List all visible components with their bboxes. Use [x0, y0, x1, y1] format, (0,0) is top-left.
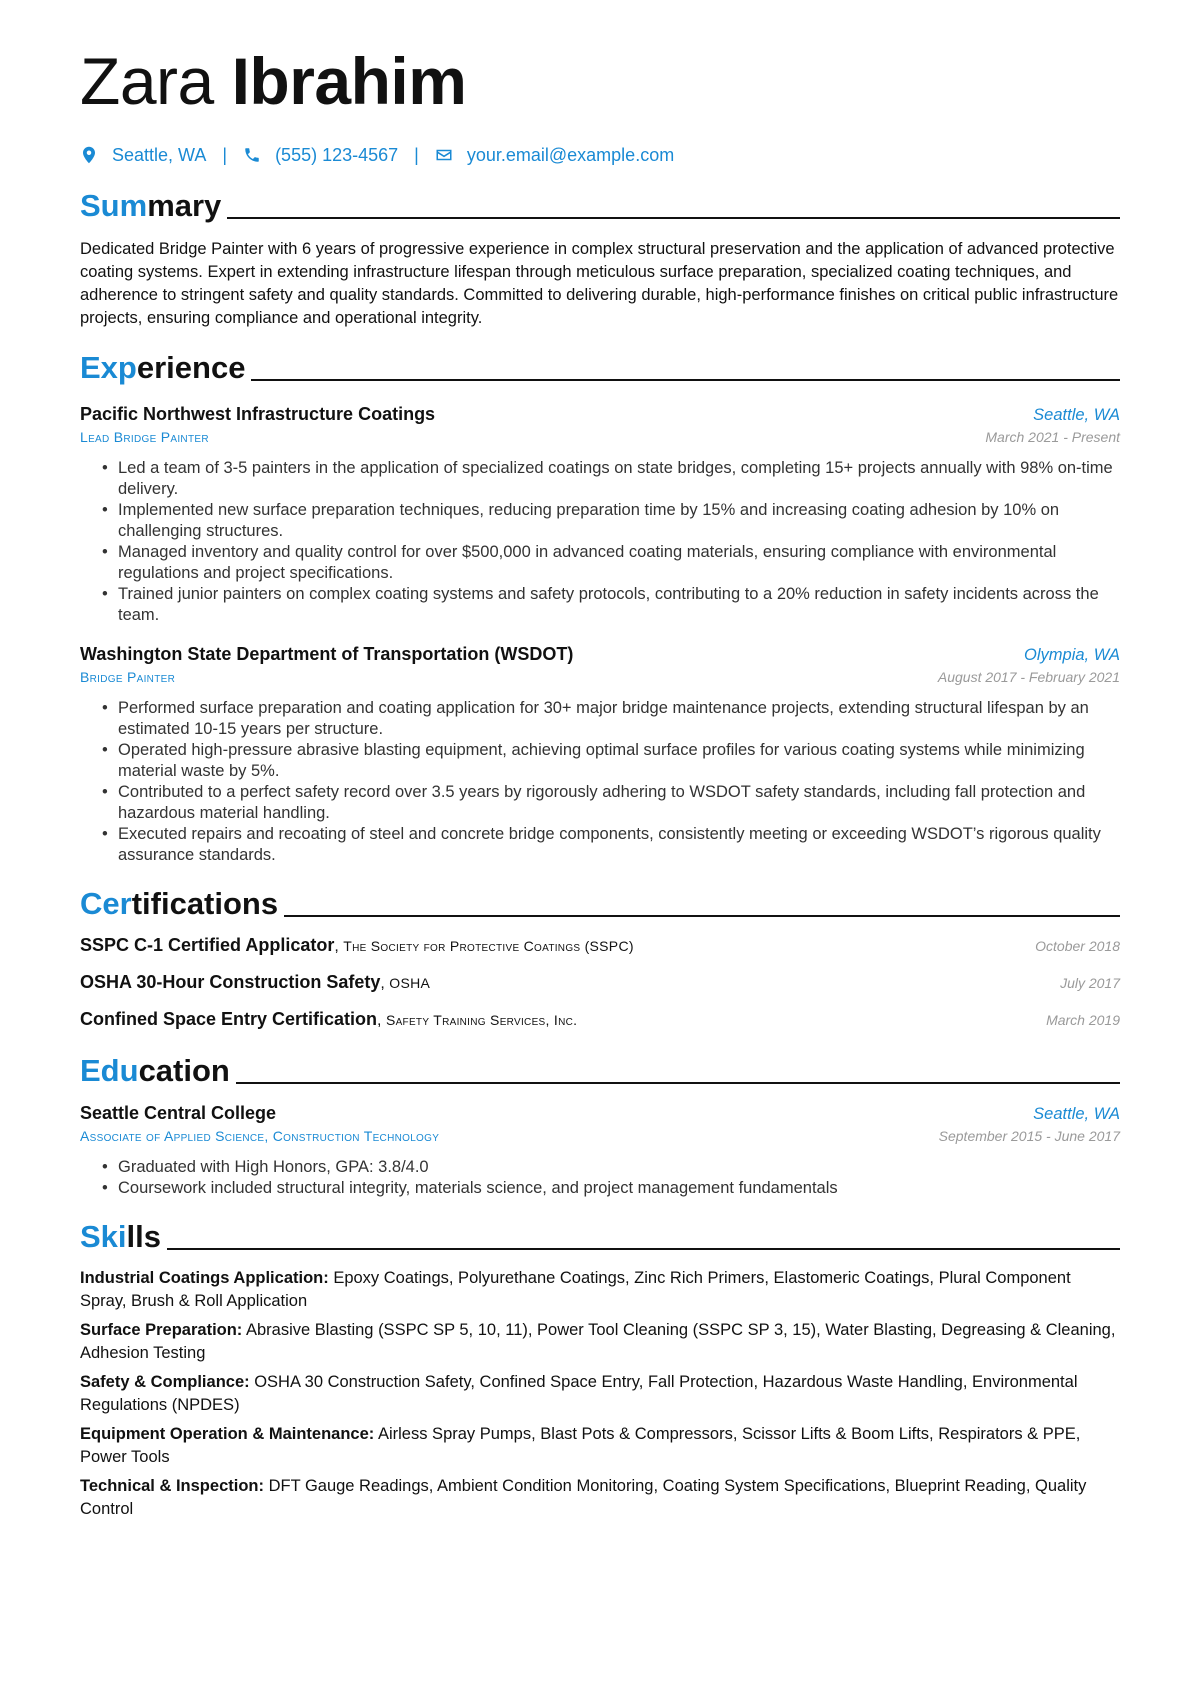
- list-item: • Operated high-pressure abrasive blasting equipment, achieving optimal surface profiles for various coating systems while minimizing material waste by 5%.: [118, 740, 1120, 782]
- job-bullets: [80, 698, 1120, 866]
- skill-label: Equipment Operation & Maintenance:: [80, 1425, 375, 1443]
- job-location: Seattle, WA: [1033, 406, 1120, 424]
- contact-separator: |: [414, 144, 419, 165]
- section-rule: [227, 217, 1120, 219]
- map-pin-icon: [80, 146, 98, 164]
- experience-heading: Experience: [80, 350, 1120, 386]
- skill-line: [80, 1371, 1120, 1417]
- education-entry: [80, 1101, 1120, 1199]
- list-item: • Coursework included structural integrity, materials science, and project management fundamentals: [118, 1178, 1120, 1199]
- education-bullets: [80, 1157, 1120, 1199]
- section-rule: [167, 1248, 1120, 1250]
- school-name: Seattle Central College: [80, 1103, 277, 1123]
- job-location: Olympia, WA: [1024, 646, 1120, 664]
- job-dates: August 2017 - February 2021: [937, 669, 1120, 685]
- summary-heading: Summary: [80, 188, 1120, 224]
- cert-org: Safety Training Services, Inc.: [385, 1012, 578, 1028]
- contact-phone[interactable]: [243, 145, 398, 166]
- certifications-heading: Certifications: [80, 886, 1120, 922]
- skill-values: DFT Gauge Readings, Ambient Condition Monitoring, Coating System Specifications, Blueprint Reading, Quality Control: [80, 1477, 1087, 1518]
- list-item: • Performed surface preparation and coating application for 30+ major bridge maintenance projects, extending structural lifespan by an estimated 10-15 years per structure.: [118, 698, 1120, 740]
- skill-values: Epoxy Coatings, Polyurethane Coatings, Zinc Rich Primers, Elastomeric Coatings, Plural Component Spray, Brush & Roll Application: [80, 1269, 1071, 1310]
- skill-label: Surface Preparation:: [80, 1321, 243, 1339]
- cert-date: July 2017: [1060, 975, 1120, 991]
- job-entry: [80, 642, 1120, 866]
- skill-label: Industrial Coatings Application:: [80, 1269, 329, 1287]
- school-location: Seattle, WA: [1033, 1105, 1120, 1123]
- skill-values: Abrasive Blasting (SSPC SP 5, 10, 11), Power Tool Cleaning (SSPC SP 3, 15), Water Blasting, Degreasing & Cleaning, Adhesion Testing: [80, 1321, 1116, 1362]
- envelope-icon: [435, 146, 453, 164]
- job-entry: [80, 402, 1120, 626]
- certification-item: OSHA 30-Hour Construction Safety, OSHA July 2017: [80, 972, 1120, 992]
- job-role: Bridge Painter: [80, 669, 176, 685]
- cert-title: SSPC C-1 Certified Applicator: [80, 935, 335, 955]
- job-dates: March 2021 - Present: [985, 429, 1120, 445]
- list-item: • Managed inventory and quality control for over $500,000 in advanced coating materials, ensuring compliance with environmental regulations and project specifications.: [118, 542, 1120, 584]
- company-name: Washington State Department of Transportation (WSDOT): [80, 644, 574, 664]
- list-item: • Contributed to a perfect safety record over 3.5 years by rigorously adhering to WSDOT safety standards, including fall protection and hazardous material handling.: [118, 782, 1120, 824]
- job-bullets: [80, 458, 1120, 626]
- skill-values: Airless Spray Pumps, Blast Pots & Compressors, Scissor Lifts & Boom Lifts, Respirators & PPE, Power Tools: [80, 1425, 1081, 1466]
- contact-bar: [80, 142, 1120, 168]
- cert-org: OSHA: [389, 975, 431, 991]
- certification-item: Confined Space Entry Certification, Safety Training Services, Inc. March 2019: [80, 1009, 1120, 1029]
- location-text: Seattle, WA: [112, 144, 207, 165]
- skill-line: [80, 1475, 1120, 1521]
- cert-title: OSHA 30-Hour Construction Safety: [80, 972, 381, 992]
- job-role: Lead Bridge Painter: [80, 429, 209, 445]
- certification-item: SSPC C-1 Certified Applicator, The Society for Protective Coatings (SSPC) October 2018: [80, 935, 1120, 955]
- list-item: • Executed repairs and recoating of steel and concrete bridge components, consistently meeting or exceeding WSDOT’s rigorous quality assurance standards.: [118, 824, 1120, 866]
- list-item: • Led a team of 3-5 painters in the application of specialized coatings on state bridges, completing 15+ projects annually with 98% on-time delivery.: [118, 458, 1120, 500]
- candidate-name: [80, 40, 1120, 122]
- contact-separator: |: [222, 144, 228, 165]
- phone-icon: [243, 146, 261, 164]
- cert-date: October 2018: [1035, 938, 1120, 954]
- skill-label: Safety & Compliance:: [80, 1373, 250, 1391]
- cert-title: Confined Space Entry Certification: [80, 1009, 378, 1029]
- degree: Associate of Applied Science, Construction Technology: [80, 1128, 440, 1144]
- summary-text: Dedicated Bridge Painter with 6 years of progressive experience in complex structural preservation and the application of advanced protective coating systems. Expert in extending infrastructure lifespan through meticulous surface preparation, specialized coating techniques, and adherence to stringent safety and quality standards. Committed to delivering durable, high-performance finishes on critical public infrastructure projects, ensuring compliance and operational integrity.: [80, 240, 1119, 327]
- phone-text: (555) 123-4567: [275, 144, 399, 165]
- resume-page: [80, 40, 1120, 1521]
- skill-line: [80, 1267, 1120, 1313]
- skill-line: [80, 1319, 1120, 1365]
- last-name: Ibrahim: [231, 44, 467, 118]
- skill-values: OSHA 30 Construction Safety, Confined Space Entry, Fall Protection, Hazardous Waste Handling, Environmental Regulations (NPDES): [80, 1373, 1078, 1414]
- education-heading: Education: [80, 1053, 1120, 1089]
- email-text: your.email@example.com: [466, 144, 675, 165]
- contact-location: [80, 145, 206, 166]
- skill-line: [80, 1423, 1120, 1469]
- first-name: Zara: [80, 44, 214, 118]
- contact-email[interactable]: [435, 145, 674, 166]
- list-item: • Trained junior painters on complex coating systems and safety protocols, contributing to a 20% reduction in safety incidents across the team.: [118, 584, 1120, 626]
- section-rule: [236, 1082, 1120, 1084]
- section-rule: [284, 915, 1120, 917]
- skill-label: Technical & Inspection:: [80, 1477, 264, 1495]
- list-item: • Implemented new surface preparation techniques, reducing preparation time by 15% and increasing coating adhesion by 10% on challenging structures.: [118, 500, 1120, 542]
- company-name: Pacific Northwest Infrastructure Coatings: [80, 404, 436, 424]
- section-rule: [251, 379, 1120, 381]
- cert-org: The Society for Protective Coatings (SSPC): [343, 938, 634, 954]
- cert-date: March 2019: [1046, 1012, 1120, 1028]
- skills-heading: Skills: [80, 1219, 1120, 1255]
- education-dates: September 2015 - June 2017: [938, 1128, 1120, 1144]
- list-item: • Graduated with High Honors, GPA: 3.8/4.0: [118, 1157, 1120, 1178]
